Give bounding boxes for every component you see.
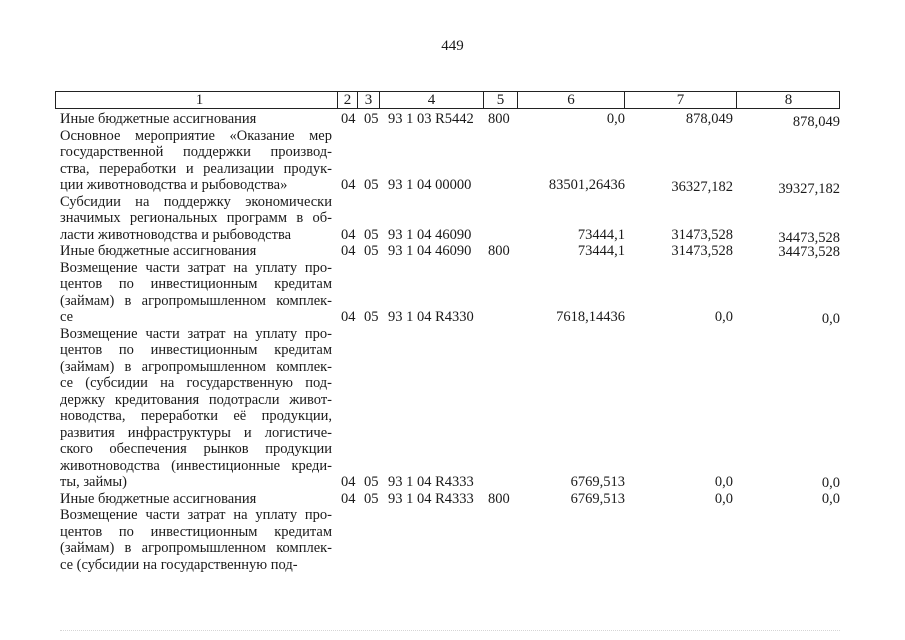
description-line: животноводства (инвестиционные креди- — [60, 457, 332, 474]
description-line: Основное мероприятие «Оказание мер — [60, 127, 332, 144]
row-description — [60, 260, 332, 326]
row-description — [60, 194, 332, 244]
table-row — [0, 507, 905, 573]
section-code: 04 — [341, 111, 356, 127]
target-article-code: 93 1 03 R5442 — [388, 111, 474, 127]
description-line: государственной поддержки производ- — [60, 144, 332, 160]
target-article-code: 93 1 04 00000 — [388, 177, 472, 193]
table-row — [0, 127, 905, 197]
section-code: 04 — [341, 226, 356, 243]
subsection-code: 05 — [364, 226, 379, 243]
amount-col-6: 7618,14436 — [556, 309, 625, 325]
table-row — [0, 491, 905, 508]
amount-col-8: 0,0 — [821, 475, 840, 491]
row-description — [60, 128, 332, 194]
target-article-code: 93 1 04 46090 — [388, 226, 472, 243]
table-row — [0, 111, 905, 128]
amount-col-6: 73444,1 — [577, 243, 625, 259]
amount-col-7: 31473,528 — [671, 226, 733, 243]
amount-col-7: 31473,528 — [671, 243, 733, 259]
amount-col-6: 73444,1 — [577, 226, 625, 243]
amount-col-6: 0,0 — [606, 111, 625, 127]
target-article-code: 93 1 04 R4333 — [388, 474, 474, 490]
amount-col-6: 6769,513 — [570, 490, 625, 507]
description-line: се (субсидии на государственную под- — [60, 556, 298, 573]
section-code: 04 — [341, 177, 356, 193]
target-article-code: 93 1 04 46090 — [388, 243, 472, 259]
description-line: центов по инвестиционным кредитам — [60, 342, 332, 358]
description-line: (займам) в агропромышленном комплек- — [60, 292, 332, 309]
expense-type-code: 800 — [488, 490, 510, 507]
expense-type-code: 800 — [488, 243, 510, 259]
table-row — [0, 243, 905, 260]
amount-col-8: 39327,182 — [778, 181, 840, 197]
description-line: ского обеспечения рынков продукции — [60, 441, 332, 457]
description-line: се (субсидии на государственную под- — [60, 375, 332, 391]
header-col-8: 8 — [736, 92, 840, 108]
description-line: ции животноводства и рыбоводства» — [60, 177, 288, 193]
amount-col-7: 878,049 — [685, 111, 733, 127]
description-line: Иные бюджетные ассигнования — [60, 243, 257, 259]
section-code: 04 — [341, 490, 356, 507]
subsection-code: 05 — [364, 490, 379, 507]
header-col-3: 3 — [357, 92, 379, 108]
description-line: центов по инвестиционным кредитам — [60, 523, 332, 540]
row-description — [60, 243, 332, 260]
amount-col-7: 0,0 — [714, 474, 733, 490]
description-line: ты, займы) — [60, 474, 127, 490]
description-line: (займам) в агропромышленном комплек- — [60, 540, 332, 556]
amount-col-6: 6769,513 — [570, 474, 625, 490]
description-line: Возмещение части затрат на уплату про- — [60, 507, 332, 523]
subsection-code: 05 — [364, 474, 379, 490]
description-line: Иные бюджетные ассигнования — [60, 490, 257, 507]
header-col-7: 7 — [624, 92, 736, 108]
row-description — [60, 326, 332, 491]
row-description — [60, 491, 332, 508]
row-description — [60, 507, 332, 573]
header-col-2: 2 — [337, 92, 357, 108]
section-code: 04 — [341, 474, 356, 490]
description-line: центов по инвестиционным кредитам — [60, 276, 332, 292]
scan-artifact — [60, 630, 840, 633]
amount-col-8: 878,049 — [792, 114, 840, 130]
page-number: 449 — [441, 38, 464, 54]
subsection-code: 05 — [364, 243, 379, 259]
description-line: развития инфраструктуры и логистиче- — [60, 424, 332, 441]
amount-col-8: 0,0 — [821, 490, 840, 507]
amount-col-7: 36327,182 — [671, 179, 733, 195]
table-row — [0, 260, 905, 326]
description-line: Субсидии на поддержку экономически — [60, 193, 332, 210]
description-line: се — [60, 309, 74, 325]
description-line: значимых региональных программ в об- — [60, 210, 332, 226]
description-line: держку кредитования подотрасли живот- — [60, 391, 332, 408]
section-code: 04 — [341, 243, 356, 259]
amount-col-8: 0,0 — [821, 311, 840, 327]
amount-col-6: 83501,26436 — [548, 177, 625, 193]
table-row — [0, 326, 905, 491]
description-line: ласти животноводства и рыбоводства — [60, 226, 292, 243]
header-col-1: 1 — [195, 92, 204, 108]
target-article-code: 93 1 04 R4333 — [388, 490, 474, 507]
target-article-code: 93 1 04 R4330 — [388, 309, 474, 325]
subsection-code: 05 — [364, 309, 379, 325]
section-code: 04 — [341, 309, 356, 325]
description-line: Иные бюджетные ассигнования — [60, 111, 257, 127]
subsection-code: 05 — [364, 111, 379, 127]
expense-type-code: 800 — [488, 111, 510, 127]
description-line: Возмещение части затрат на уплату про- — [60, 325, 332, 342]
description-line: Возмещение части затрат на уплату про- — [60, 259, 332, 276]
row-description — [60, 111, 332, 128]
header-col-4: 4 — [379, 92, 483, 108]
amount-col-8: 34473,528 — [778, 229, 840, 246]
amount-col-7: 0,0 — [714, 490, 733, 507]
description-line: ства, переработки и реализации продук- — [60, 160, 332, 177]
amount-col-7: 0,0 — [714, 309, 733, 325]
table-header — [55, 91, 840, 109]
header-col-5: 5 — [483, 92, 517, 108]
subsection-code: 05 — [364, 177, 379, 193]
description-line: (займам) в агропромышленном комплек- — [60, 358, 332, 375]
amount-col-8: 34473,528 — [778, 244, 840, 260]
header-col-6: 6 — [517, 92, 624, 108]
table-row — [0, 194, 905, 244]
description-line: новодства, переработки её продукции, — [60, 408, 332, 424]
